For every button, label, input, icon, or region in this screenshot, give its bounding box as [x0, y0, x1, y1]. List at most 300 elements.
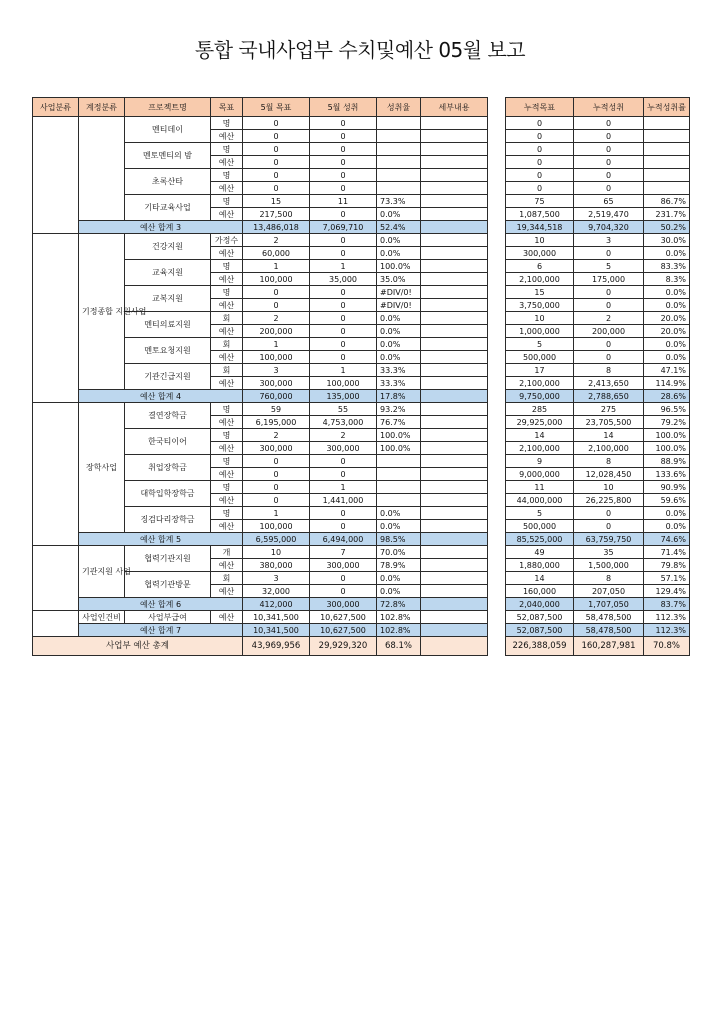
table-row — [506, 351, 690, 364]
table-row — [506, 325, 690, 338]
table-row — [33, 546, 488, 559]
project-name: 멘티데이 — [125, 117, 211, 143]
cumulative-rate: 100.0% — [644, 429, 690, 442]
subtotal-cumulative-target: 85,525,000 — [506, 533, 574, 546]
subtotal-cumulative-actual: 2,788,650 — [574, 390, 644, 403]
subtotal-row — [506, 390, 690, 403]
subtotal-detail — [421, 533, 488, 546]
detail-cell — [421, 169, 488, 182]
cumulative-rate: 8.3% — [644, 273, 690, 286]
subtotal-cumulative-rate: 83.7% — [644, 598, 690, 611]
cumulative-actual: 14 — [574, 429, 644, 442]
achievement-rate: 73.3% — [377, 195, 421, 208]
month-actual: 0 — [310, 169, 377, 182]
project-name: 한국티이어 — [125, 429, 211, 455]
month-actual: 55 — [310, 403, 377, 416]
month-actual: 0 — [310, 351, 377, 364]
table-row — [506, 520, 690, 533]
cumulative-target: 160,000 — [506, 585, 574, 598]
month-target: 0 — [243, 455, 310, 468]
month-actual: 0 — [310, 312, 377, 325]
achievement-rate: 0.0% — [377, 234, 421, 247]
cumulative-actual: 58,478,500 — [574, 611, 644, 624]
cumulative-target: 0 — [506, 130, 574, 143]
detail-cell — [421, 507, 488, 520]
table-row — [506, 403, 690, 416]
achievement-rate — [377, 143, 421, 156]
cumulative-rate — [644, 169, 690, 182]
month-actual: 7 — [310, 546, 377, 559]
cumulative-table — [505, 97, 690, 656]
achievement-rate: 0.0% — [377, 312, 421, 325]
table-row — [506, 156, 690, 169]
subtotal-label: 예산 합계 5 — [79, 533, 243, 546]
subtotal-cumulative-rate: 112.3% — [644, 624, 690, 637]
month-actual: 300,000 — [310, 559, 377, 572]
month-actual: 11 — [310, 195, 377, 208]
column-header: 세부내용 — [421, 98, 488, 117]
project-name: 기관긴급지원 — [125, 364, 211, 390]
unit-cell: 예산 — [211, 299, 243, 312]
subtotal-actual: 6,494,000 — [310, 533, 377, 546]
cumulative-target: 1,880,000 — [506, 559, 574, 572]
cumulative-actual: 1,500,000 — [574, 559, 644, 572]
unit-cell: 예산 — [211, 156, 243, 169]
table-row — [33, 403, 488, 416]
month-actual: 0 — [310, 325, 377, 338]
subtotal-detail — [421, 598, 488, 611]
cumulative-actual: 0 — [574, 507, 644, 520]
cumulative-target: 0 — [506, 156, 574, 169]
cumulative-rate: 100.0% — [644, 442, 690, 455]
month-target: 1 — [243, 260, 310, 273]
subtotal-label: 예산 합계 7 — [79, 624, 243, 637]
unit-cell: 예산 — [211, 273, 243, 286]
cumulative-target: 9,000,000 — [506, 468, 574, 481]
table-row — [506, 286, 690, 299]
detail-cell — [421, 351, 488, 364]
achievement-rate — [377, 468, 421, 481]
subtotal-target: 412,000 — [243, 598, 310, 611]
month-target: 2 — [243, 429, 310, 442]
month-actual: 0 — [310, 247, 377, 260]
cumulative-actual: 2,100,000 — [574, 442, 644, 455]
unit-cell: 회 — [211, 338, 243, 351]
cumulative-rate: 47.1% — [644, 364, 690, 377]
cumulative-rate: 133.6% — [644, 468, 690, 481]
month-target: 0 — [243, 182, 310, 195]
grand-total-cumulative-rate: 70.8% — [644, 637, 690, 656]
cumulative-target: 29,925,000 — [506, 416, 574, 429]
month-actual: 1 — [310, 481, 377, 494]
category-cell — [33, 117, 79, 234]
unit-cell: 명 — [211, 455, 243, 468]
table-row — [506, 143, 690, 156]
subtotal-label: 예산 합계 4 — [79, 390, 243, 403]
detail-cell — [421, 572, 488, 585]
cumulative-target: 5 — [506, 338, 574, 351]
month-target: 32,000 — [243, 585, 310, 598]
table-row — [506, 585, 690, 598]
subtotal-label: 예산 합계 3 — [79, 221, 243, 234]
table-row — [506, 546, 690, 559]
month-target: 60,000 — [243, 247, 310, 260]
subtotal-row — [33, 390, 488, 403]
grand-total-cumulative-actual: 160,287,981 — [574, 637, 644, 656]
table-row — [506, 468, 690, 481]
unit-cell: 가정수 — [211, 234, 243, 247]
table-row — [506, 182, 690, 195]
subtotal-target: 6,595,000 — [243, 533, 310, 546]
cumulative-rate: 0.0% — [644, 520, 690, 533]
month-target: 300,000 — [243, 377, 310, 390]
month-target: 0 — [243, 494, 310, 507]
detail-cell — [421, 195, 488, 208]
table-row — [506, 169, 690, 182]
cumulative-actual: 65 — [574, 195, 644, 208]
cumulative-actual: 200,000 — [574, 325, 644, 338]
unit-cell: 예산 — [211, 559, 243, 572]
table-row — [506, 611, 690, 624]
unit-cell: 예산 — [211, 520, 243, 533]
unit-cell: 명 — [211, 507, 243, 520]
month-target: 3 — [243, 572, 310, 585]
month-actual: 0 — [310, 208, 377, 221]
cumulative-rate: 129.4% — [644, 585, 690, 598]
table-row — [33, 611, 488, 624]
subtotal-actual: 10,627,500 — [310, 624, 377, 637]
month-target: 0 — [243, 468, 310, 481]
achievement-rate: 102.8% — [377, 611, 421, 624]
month-target: 0 — [243, 299, 310, 312]
detail-cell — [421, 130, 488, 143]
subtotal-cumulative-rate: 28.6% — [644, 390, 690, 403]
unit-cell: 예산 — [211, 585, 243, 598]
achievement-rate — [377, 117, 421, 130]
unit-cell: 예산 — [211, 468, 243, 481]
month-target: 100,000 — [243, 351, 310, 364]
cumulative-rate: 0.0% — [644, 247, 690, 260]
achievement-rate: 70.0% — [377, 546, 421, 559]
category-cell — [33, 234, 79, 403]
detail-cell — [421, 299, 488, 312]
subtotal-target: 10,341,500 — [243, 624, 310, 637]
subtotal-target: 760,000 — [243, 390, 310, 403]
month-target: 0 — [243, 169, 310, 182]
detail-cell — [421, 455, 488, 468]
cumulative-actual: 0 — [574, 299, 644, 312]
achievement-rate: 76.7% — [377, 416, 421, 429]
cumulative-target: 0 — [506, 143, 574, 156]
month-target: 0 — [243, 117, 310, 130]
cumulative-actual: 0 — [574, 338, 644, 351]
table-row — [506, 481, 690, 494]
project-name: 취업장학금 — [125, 455, 211, 481]
achievement-rate: 33.3% — [377, 364, 421, 377]
table-row — [506, 117, 690, 130]
cumulative-target: 15 — [506, 286, 574, 299]
cumulative-target: 2,100,000 — [506, 377, 574, 390]
achievement-rate: #DIV/0! — [377, 286, 421, 299]
subtotal-row — [33, 598, 488, 611]
table-row — [506, 507, 690, 520]
month-actual: 0 — [310, 455, 377, 468]
cumulative-target: 10 — [506, 234, 574, 247]
unit-cell: 명 — [211, 429, 243, 442]
detail-cell — [421, 208, 488, 221]
month-target: 100,000 — [243, 273, 310, 286]
page-title: 통합 국내사업부 수치및예산 05월 보고 — [194, 38, 526, 62]
month-actual: 0 — [310, 156, 377, 169]
month-actual: 1 — [310, 364, 377, 377]
table-row — [506, 208, 690, 221]
subtotal-cumulative-target: 2,040,000 — [506, 598, 574, 611]
detail-cell — [421, 585, 488, 598]
month-target: 217,500 — [243, 208, 310, 221]
grand-total-rate: 68.1% — [377, 637, 421, 656]
column-header: 5월 성취 — [310, 98, 377, 117]
unit-cell: 명 — [211, 117, 243, 130]
month-target: 380,000 — [243, 559, 310, 572]
cumulative-actual: 35 — [574, 546, 644, 559]
cumulative-rate — [644, 117, 690, 130]
achievement-rate: 33.3% — [377, 377, 421, 390]
achievement-rate: 0.0% — [377, 520, 421, 533]
unit-cell: 명 — [211, 403, 243, 416]
table-row — [506, 247, 690, 260]
cumulative-target: 2,100,000 — [506, 273, 574, 286]
cumulative-actual: 0 — [574, 156, 644, 169]
month-actual: 0 — [310, 572, 377, 585]
subtotal-rate: 17.8% — [377, 390, 421, 403]
grand-total-target: 43,969,956 — [243, 637, 310, 656]
grand-total-row — [506, 637, 690, 656]
cumulative-rate — [644, 143, 690, 156]
achievement-rate — [377, 156, 421, 169]
table-row — [506, 195, 690, 208]
table-row — [506, 338, 690, 351]
detail-cell — [421, 182, 488, 195]
month-actual: 0 — [310, 585, 377, 598]
cumulative-target: 3,750,000 — [506, 299, 574, 312]
subtotal-target: 13,486,018 — [243, 221, 310, 234]
subtotal-row — [33, 221, 488, 234]
detail-cell — [421, 559, 488, 572]
unit-cell: 개 — [211, 546, 243, 559]
month-target: 2 — [243, 234, 310, 247]
grand-total-detail — [421, 637, 488, 656]
subtotal-rate: 98.5% — [377, 533, 421, 546]
detail-cell — [421, 429, 488, 442]
cumulative-target: 6 — [506, 260, 574, 273]
cumulative-actual: 0 — [574, 169, 644, 182]
cumulative-target: 11 — [506, 481, 574, 494]
cumulative-rate: 79.8% — [644, 559, 690, 572]
cumulative-actual: 23,705,500 — [574, 416, 644, 429]
project-name: 초록산타 — [125, 169, 211, 195]
cumulative-rate: 0.0% — [644, 338, 690, 351]
month-target: 15 — [243, 195, 310, 208]
column-header: 사업분류 — [33, 98, 79, 117]
cumulative-rate: 0.0% — [644, 299, 690, 312]
cumulative-actual: 0 — [574, 286, 644, 299]
cumulative-target: 9 — [506, 455, 574, 468]
unit-cell: 명 — [211, 169, 243, 182]
detail-cell — [421, 481, 488, 494]
month-target: 300,000 — [243, 442, 310, 455]
cumulative-actual: 0 — [574, 143, 644, 156]
account-cell: 사업인건비 — [79, 611, 125, 624]
achievement-rate: 78.9% — [377, 559, 421, 572]
detail-cell — [421, 546, 488, 559]
table-row — [33, 234, 488, 247]
cumulative-target: 49 — [506, 546, 574, 559]
subtotal-detail — [421, 390, 488, 403]
project-name: 멘토멘티의 밤 — [125, 143, 211, 169]
unit-cell: 예산 — [211, 494, 243, 507]
detail-cell — [421, 364, 488, 377]
project-name: 협력기관방문 — [125, 572, 211, 598]
subtotal-cumulative-actual: 63,759,750 — [574, 533, 644, 546]
achievement-rate — [377, 182, 421, 195]
unit-cell: 명 — [211, 286, 243, 299]
unit-cell: 예산 — [211, 351, 243, 364]
cumulative-target: 75 — [506, 195, 574, 208]
cumulative-target: 1,000,000 — [506, 325, 574, 338]
cumulative-actual: 275 — [574, 403, 644, 416]
cumulative-target: 17 — [506, 364, 574, 377]
table-row — [33, 117, 488, 130]
cumulative-rate: 96.5% — [644, 403, 690, 416]
month-target: 0 — [243, 286, 310, 299]
project-name: 징검다리장학금 — [125, 507, 211, 533]
cumulative-actual: 0 — [574, 130, 644, 143]
cumulative-actual: 0 — [574, 351, 644, 364]
column-header: 목표 — [211, 98, 243, 117]
cumulative-rate: 0.0% — [644, 286, 690, 299]
table-row — [506, 299, 690, 312]
month-target: 3 — [243, 364, 310, 377]
category-cell — [33, 403, 79, 546]
month-actual: 1 — [310, 260, 377, 273]
month-actual: 10,627,500 — [310, 611, 377, 624]
unit-cell: 명 — [211, 195, 243, 208]
cumulative-actual: 0 — [574, 520, 644, 533]
grand-total-row — [33, 637, 488, 656]
unit-cell: 예산 — [211, 377, 243, 390]
month-actual: 0 — [310, 117, 377, 130]
month-target: 100,000 — [243, 520, 310, 533]
category-cell — [33, 611, 79, 637]
subtotal-cumulative-target: 9,750,000 — [506, 390, 574, 403]
cumulative-rate: 86.7% — [644, 195, 690, 208]
detail-cell — [421, 312, 488, 325]
unit-cell: 예산 — [211, 442, 243, 455]
subtotal-cumulative-actual: 9,704,320 — [574, 221, 644, 234]
category-cell — [33, 546, 79, 611]
detail-cell — [421, 442, 488, 455]
project-name: 사업부급여 — [125, 611, 211, 624]
detail-cell — [421, 468, 488, 481]
cumulative-rate: 83.3% — [644, 260, 690, 273]
cumulative-rate: 231.7% — [644, 208, 690, 221]
subtotal-rate: 52.4% — [377, 221, 421, 234]
subtotal-row — [33, 624, 488, 637]
subtotal-rate: 102.8% — [377, 624, 421, 637]
table-row — [506, 572, 690, 585]
detail-cell — [421, 338, 488, 351]
cumulative-actual: 2,413,650 — [574, 377, 644, 390]
subtotal-detail — [421, 221, 488, 234]
detail-cell — [421, 416, 488, 429]
account-cell: 기정종합 지원사업 — [79, 234, 125, 390]
cumulative-rate: 90.9% — [644, 481, 690, 494]
month-target: 6,195,000 — [243, 416, 310, 429]
table-row — [506, 234, 690, 247]
header-row — [506, 98, 690, 117]
cumulative-actual: 5 — [574, 260, 644, 273]
table-row — [506, 364, 690, 377]
month-target: 0 — [243, 481, 310, 494]
detail-cell — [421, 234, 488, 247]
achievement-rate: 0.0% — [377, 572, 421, 585]
month-target: 10,341,500 — [243, 611, 310, 624]
achievement-rate: 0.0% — [377, 351, 421, 364]
column-header: 누적목표 — [506, 98, 574, 117]
unit-cell: 예산 — [211, 247, 243, 260]
table-row — [506, 429, 690, 442]
month-actual: 0 — [310, 468, 377, 481]
cumulative-target: 285 — [506, 403, 574, 416]
month-actual: 0 — [310, 507, 377, 520]
project-name: 교육지원 — [125, 260, 211, 286]
detail-cell — [421, 273, 488, 286]
cumulative-actual: 12,028,450 — [574, 468, 644, 481]
month-target: 0 — [243, 130, 310, 143]
achievement-rate: 100.0% — [377, 442, 421, 455]
cumulative-target: 0 — [506, 169, 574, 182]
column-header: 계정분류 — [79, 98, 125, 117]
subtotal-detail — [421, 624, 488, 637]
subtotal-actual: 135,000 — [310, 390, 377, 403]
month-actual: 0 — [310, 520, 377, 533]
cumulative-rate: 20.0% — [644, 325, 690, 338]
achievement-rate — [377, 455, 421, 468]
detail-cell — [421, 247, 488, 260]
cumulative-actual: 3 — [574, 234, 644, 247]
cumulative-rate: 59.6% — [644, 494, 690, 507]
budget-table — [32, 97, 488, 656]
account-cell: 장학사업 — [79, 403, 125, 533]
achievement-rate: 100.0% — [377, 429, 421, 442]
column-header: 프로젝트명 — [125, 98, 211, 117]
table-row — [506, 130, 690, 143]
grand-total-actual: 29,929,320 — [310, 637, 377, 656]
achievement-rate: 0.0% — [377, 338, 421, 351]
achievement-rate — [377, 169, 421, 182]
cumulative-target: 14 — [506, 572, 574, 585]
header-row — [33, 98, 488, 117]
subtotal-label: 예산 합계 6 — [79, 598, 243, 611]
detail-cell — [421, 286, 488, 299]
cumulative-actual: 8 — [574, 572, 644, 585]
cumulative-actual: 207,050 — [574, 585, 644, 598]
month-actual: 0 — [310, 234, 377, 247]
cumulative-actual: 0 — [574, 117, 644, 130]
unit-cell: 예산 — [211, 416, 243, 429]
subtotal-cumulative-rate: 50.2% — [644, 221, 690, 234]
detail-cell — [421, 403, 488, 416]
